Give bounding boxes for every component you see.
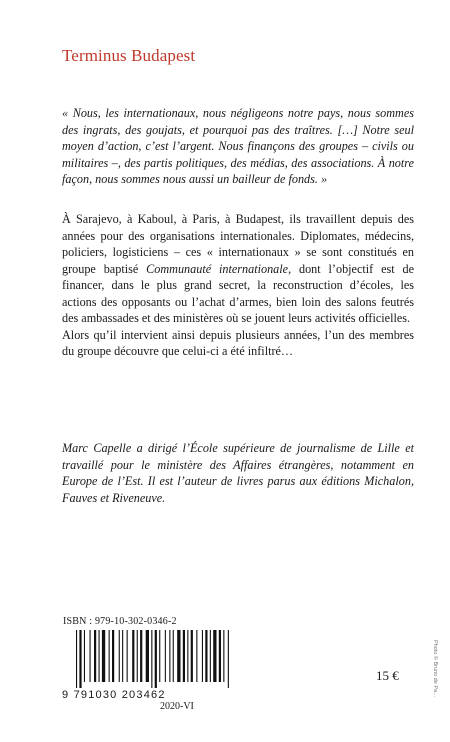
barcode-bar (196, 630, 197, 682)
barcode-bar (102, 630, 105, 682)
barcode-bar (219, 630, 221, 682)
barcode-bar (79, 630, 81, 688)
barcode-bar (137, 630, 138, 682)
barcode-bar (173, 630, 174, 682)
barcode-bar (169, 630, 170, 682)
barcode-block (62, 616, 242, 712)
back-cover-quote: « Nous, les internationaux, nous négligeons notre pays, nous sommes des ingrats, des goujats, et pourquoi pas des traîtres. […] Notre seul moyen d’action, c’est l’argent. Nous finançons des groupes – civils ou militaires –, des partis politiques, des médias, des associations. À notre façon, nous sommes nous aussi un bailleur de fonds. » (62, 106, 414, 186)
barcode-bar (191, 630, 193, 682)
barcode-bar (146, 630, 149, 682)
barcode-bar (187, 630, 188, 682)
barcode-bar (112, 630, 114, 682)
price: 15 € (376, 668, 399, 683)
barcode-bar (109, 630, 110, 682)
synopsis-paragraph-2: Alors qu’il intervient ainsi depuis plusieurs années, l’un des membres du groupe découvre que celui-ci a été infiltré… (62, 327, 414, 358)
barcode-bar (183, 630, 185, 682)
barcode-bar (155, 630, 157, 688)
synopsis-paragraph-1 (62, 211, 414, 327)
barcode-bar (119, 630, 120, 682)
group-name: Communauté internationale (146, 261, 289, 276)
barcode-bar (76, 630, 77, 688)
barcode-bar (94, 630, 96, 682)
barcode-bar (122, 630, 123, 682)
photo-credit: Photo © Bruno de Pa… (432, 640, 438, 698)
barcode-bar (127, 630, 128, 682)
barcode-bar (90, 630, 91, 682)
barcode-bar (151, 630, 152, 688)
barcode-bar (228, 630, 229, 688)
barcode-bar (132, 630, 134, 682)
barcode-bar (205, 630, 207, 682)
barcode-bar (159, 630, 160, 682)
barcode-bar (84, 630, 85, 682)
barcode-bar (223, 630, 224, 682)
barcode-bars (74, 630, 240, 688)
barcode-bar (210, 630, 211, 682)
author-bio: Marc Capelle a dirigé l’École supérieure de journalisme de Lille et travaillé pour le ministère des Affaires étrangères, notamment en Europe de l’Est. Il est l’auteur de livres parus aux éditions Michalon, Fauves et Riveneuve. (62, 441, 414, 505)
edition-code: 2020-VI (160, 701, 194, 712)
barcode-image (74, 630, 240, 688)
barcode-bar (99, 630, 100, 682)
barcode-bar (140, 630, 142, 682)
barcode-bar (202, 630, 203, 682)
synopsis (62, 211, 414, 360)
isbn-label: ISBN : 979-10-302-0346-2 (63, 616, 177, 627)
barcode-bar (165, 630, 166, 682)
barcode-digits: 9 791030 203462 (62, 689, 166, 701)
barcode-bar (177, 630, 180, 682)
barcode-bar (213, 630, 216, 682)
synopsis-text-1a: À Sarajevo, à Kaboul, à Paris, à Budapest, ils travaillent depuis des années pour des organisations internationales. Diplomates, médecins, policiers, logisticiens – ces « internationaux » se sont constitués en groupe baptisé (62, 212, 414, 276)
synopsis-text-1b: , dont l’objectif est de financer, dans le plus grand secret, la reconstruction d’écoles, les actions des opposants ou l’achat d’armes, bien loin des salons feutrés des ambassades et des ministères où se jouent leurs activités officielles. (62, 261, 414, 325)
book-title: Terminus Budapest (62, 46, 196, 65)
